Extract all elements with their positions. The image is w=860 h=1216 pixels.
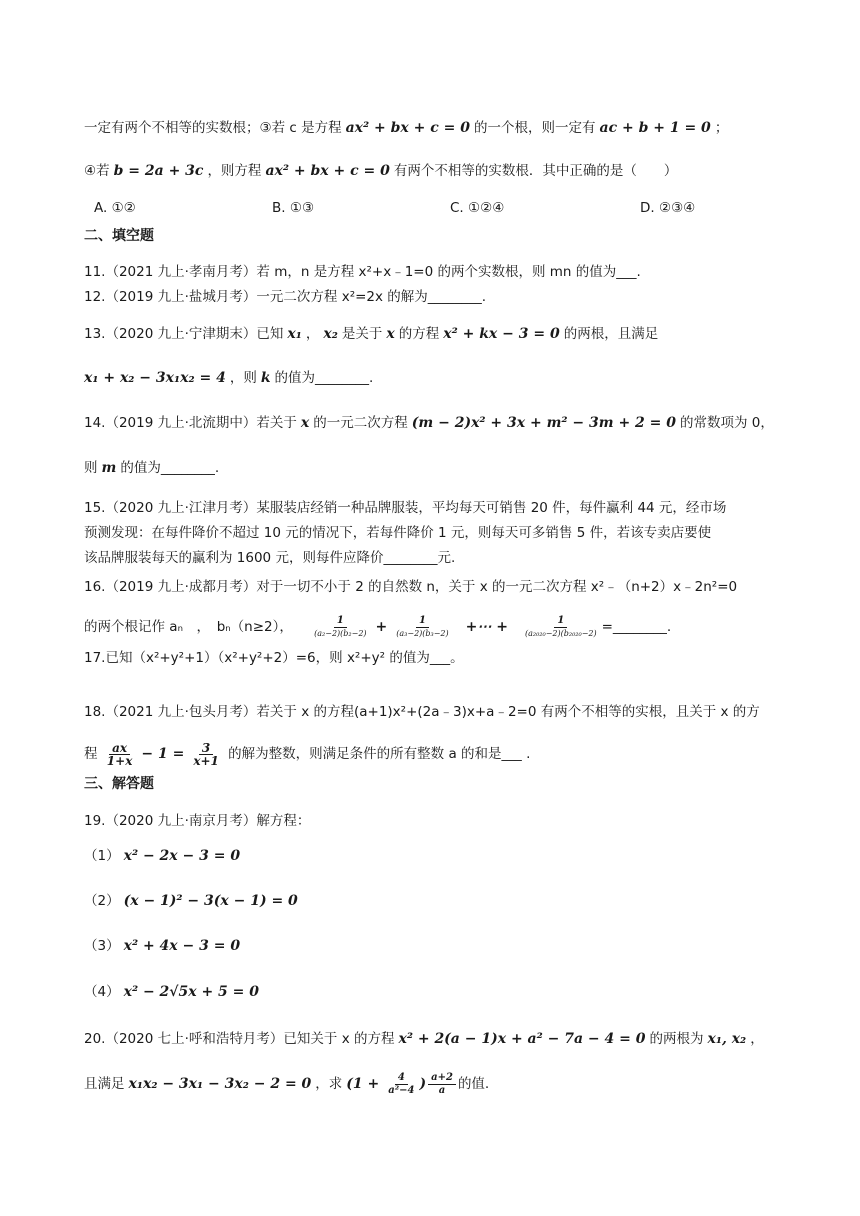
q13-line1 [84,324,658,344]
q13-text-d: 的两根，且满足 [563,326,659,342]
q16-fraction-1-den: (a₂−2)(b₂−2) [314,628,367,638]
q19-item-3 [84,936,244,956]
q19-item-4-no: （4） [84,984,120,1000]
q10-line2-equation: b = 2a + 3c [113,163,204,179]
q20-condition: x₁x₂ − 3x₁ − 3x₂ − 2 = 0 [128,1076,312,1092]
q16-text-a: 的两个根记作 aₙ ， bₙ（n≥2）， [84,619,293,635]
q18-fraction-2-num: 3 [199,742,213,755]
q18-fraction-1-den: 1+x [106,753,133,768]
q20-fraction-1-den: a²−4 [388,1084,415,1096]
q18-fraction-1 [104,742,136,767]
q10-text-a: 一定有两个不相等的实数根；③若 c 是方程 [84,120,342,136]
q19-item-3-no: （3） [84,938,120,954]
q20-text-d: 且满足 [84,1076,125,1092]
q10-line2-b: ，则方程 [207,163,262,179]
q14-text-a: 14.（2019 九上·北流期中）若关于 [84,415,297,431]
q19-item-2-equation: (x − 1)² − 3(x − 1) = 0 [123,893,298,909]
section-solve-title: 三、解答题 [84,776,154,792]
q10-option-d[interactable]: D. ②③④ [640,200,696,216]
q18-fraction-2 [190,742,222,767]
q15-line3: 该品牌服装每天的赢利为 1600 元，则每件应降价________元. [84,550,456,566]
q13-line2 [84,368,373,388]
q20-line1 [84,1029,764,1049]
q13-text-f: 的值为________. [274,370,374,386]
q16-line1: 16.（2019 九上·成都月考）对于一切不小于 2 的自然数 n，关于 x 的一元二次方程 x²﹣（n+2）x﹣2n²=0 [84,579,738,595]
section-fill-in-title: 二、填空题 [84,228,154,244]
q10-option-b[interactable]: B. ①③ [272,200,315,216]
q18-fraction-2-den: x+1 [193,753,219,768]
q16-tail: =________. [601,619,672,635]
q20-line2 [84,1068,489,1100]
q20-fraction-2 [428,1072,456,1097]
q16-fraction-1 [311,615,369,640]
q14-x: x [300,415,310,431]
q14-text-c: 的常数项为 0， [680,415,774,431]
q20-roots: x₁, x₂ [707,1031,747,1047]
q20-text-a: 20.（2020 七上·呼和浩特月考）已知关于 x 的方程 [84,1031,395,1047]
q18-text-b: 的解为整数，则满足条件的所有整数 a 的和是___ . [228,746,531,762]
q14-line1 [84,413,774,433]
q19-item-2-no: （2） [84,893,120,909]
q20-text-f: 的值. [457,1076,490,1092]
q18-mid: − 1 = [141,746,185,762]
q10-line2-c: 有两个不相等的实数根．其中正确的是（ ） [393,163,678,179]
q19-item-2 [84,891,302,911]
q16-fraction-3-num: 1 [554,615,567,628]
q10-line2-a: ④若 [84,163,110,179]
q16-fraction-3 [522,615,600,640]
q13-text-c: 的方程 [398,326,440,342]
q13-text-a: 13.（2020 九上·宁津期末）已知 [84,326,284,342]
q15-line2: 预测发现：在每件降价不超过 10 元的情况下，若每件降价 1 元，则每天可多销售 5 件，若该专卖店要使 [84,525,712,541]
q14-text-e: 的值为________. [120,460,220,476]
q14-text-b: 的一元二次方程 [313,415,408,431]
q19-item-1-equation: x² − 2x − 3 = 0 [123,848,241,864]
q20-text-e: ，求 [315,1076,343,1092]
q20-text-b: 的两根为 [649,1031,704,1047]
q10-option-a[interactable]: A. ①② [94,200,136,216]
q14-line2 [84,458,219,478]
q13-equation: x² + kx − 3 = 0 [443,326,560,342]
q19-item-4-equation: x² − 2√5x + 5 = 0 [123,984,260,1000]
q17: 17.已知（x²+y²+1）（x²+y²+2）=6，则 x²+y² 的值为___。 [84,650,464,666]
q16-fraction-3-den: (a₂₀₂₀−2)(b₂₀₂₀−2) [524,628,597,638]
q18-line2 [84,739,530,769]
q13-x: x [386,326,395,342]
q10-line2 [84,161,677,181]
q20-expr-close: ) [419,1076,427,1092]
q13-x1: x₁ [287,326,302,342]
q13-condition: x₁ + x₂ − 3x₁x₂ = 4 [84,370,226,386]
q18-text-a: 程 [84,746,98,762]
q18-line1: 18.（2021 九上·包头月考）若关于 x 的方程(a+1)x²+(2a﹣3)x+a﹣2=0 有两个不相等的实根，且关于 x 的方 [84,704,760,720]
q12: 12.（2019 九上·盐城月考）一元二次方程 x²=2x 的解为________. [84,289,487,305]
q10-equation: ax² + bx + c = 0 [345,120,470,136]
q16-dots: +⋯ + [465,619,508,635]
q11: 11.（2021 九上·孝南月考）若 m，n 是方程 x²+x﹣1=0 的两个实数根，则 mn 的值为___. [84,264,641,280]
q19-item-4 [84,982,263,1002]
q19-item-1-no: （1） [84,848,120,864]
q16-plus: + [375,619,388,635]
q13-text-b: 是关于 [341,326,383,342]
q10-text-c: ； [714,120,729,136]
q14-m: m [101,460,117,476]
q20-fraction-1-num: 4 [395,1072,408,1085]
q13-sep: ， [305,326,320,342]
q10-equation-2: ac + b + 1 = 0 [599,120,711,136]
q10-option-c[interactable]: C. ①②④ [450,200,505,216]
q16-fraction-2-num: 1 [416,615,429,628]
q20-fraction-2-num: a+2 [428,1072,456,1085]
q19-title: 19.（2020 九上·南京月考）解方程： [84,813,311,829]
q16-line2 [84,612,671,642]
q19-item-1 [84,846,244,866]
q14-equation: (m − 2)x² + 3x + m² − 3m + 2 = 0 [411,415,677,431]
q20-fraction-2-den: a [438,1084,446,1096]
q14-text-d: 则 [84,460,98,476]
q19-item-3-equation: x² + 4x − 3 = 0 [123,938,241,954]
q10-line2-equation-2: ax² + bx + c = 0 [265,163,390,179]
q16-fraction-2-den: (a₃−2)(b₃−2) [396,628,449,638]
q20-equation: x² + 2(a − 1)x + a² − 7a − 4 = 0 [398,1031,646,1047]
q20-text-c: ， [750,1031,764,1047]
q18-fraction-1-num: ax [109,742,130,755]
q10-text-b: 的一个根，则一定有 [474,120,596,136]
q10-line1 [84,118,728,138]
q15-line1: 15.（2020 九上·江津月考）某服装店经销一种品牌服装，平均每天可销售 20 件，每件赢利 44 元，经市场 [84,500,727,516]
q13-x2: x₂ [323,326,338,342]
q20-fraction-1 [385,1072,417,1097]
q13-text-e: ，则 [229,370,257,386]
q16-fraction-1-num: 1 [334,615,347,628]
q16-fraction-2 [393,615,451,640]
q10-options [94,198,774,218]
q13-k: k [260,370,271,386]
q20-expr-open: (1 + [346,1076,380,1092]
